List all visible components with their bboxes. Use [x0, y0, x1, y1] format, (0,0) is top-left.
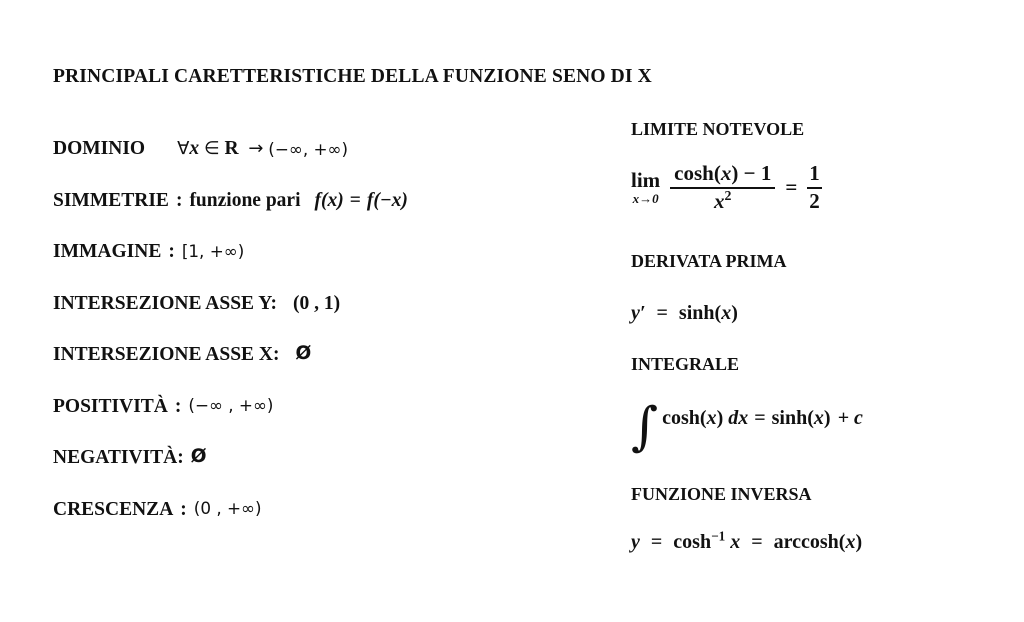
derivative-equals: = — [656, 302, 668, 324]
row-intersezione-asse-y — [53, 293, 613, 345]
inverse-rhs-fn: arccosh — [773, 531, 839, 553]
label-dominio: DOMINIO — [53, 138, 146, 159]
element-of-icon: ∈ — [204, 138, 220, 159]
positivita-interval: (−∞ , +∞) — [188, 395, 274, 415]
integral-integrand-arg: x — [706, 407, 717, 430]
arrow-right-icon: → — [248, 138, 264, 159]
integral-plus-const: + c — [837, 407, 863, 430]
simmetrie-lhs: f(x) — [314, 189, 344, 211]
row-negativita — [53, 447, 613, 499]
simmetrie-rhs: f(−x) — [366, 189, 408, 211]
limit-equals: = — [785, 175, 798, 200]
heading-limite-notevole: LIMITE NOTEVOLE — [631, 119, 805, 139]
inverse-mid-arg: x — [730, 531, 741, 553]
heading-derivata-prima: DERIVATA PRIMA — [631, 251, 787, 271]
limit-num-fn: cosh — [674, 161, 714, 185]
simmetrie-equals: = — [349, 189, 361, 211]
integral-differential: dx — [728, 407, 749, 430]
simmetrie-separator: : — [175, 189, 183, 211]
crescenza-separator: : — [180, 498, 187, 520]
integral-sign-icon: ∫ — [631, 397, 659, 457]
row-positivita — [53, 396, 613, 448]
integral-equals: = — [754, 407, 766, 430]
inverse-mid-exp: −1 — [711, 528, 726, 544]
limit-denominator — [710, 190, 735, 214]
inverse-lhs: y — [631, 531, 640, 553]
limit-approach: x→0 — [632, 191, 659, 207]
label-simmetrie: SIMMETRIE — [53, 189, 169, 211]
row-crescenza — [53, 499, 613, 551]
dominio-set: R — [224, 138, 239, 159]
limit-result-fraction — [807, 162, 822, 214]
inverse-mid-fn: cosh — [673, 531, 712, 553]
label-intersezione-asse-y: INTERSEZIONE ASSE Y: — [53, 292, 277, 314]
value-dominio — [177, 138, 348, 159]
row-dominio — [53, 138, 613, 190]
integral-integrand-fn: cosh — [662, 407, 700, 430]
label-immagine: IMMAGINE — [53, 241, 162, 262]
row-simmetrie — [53, 190, 613, 242]
formula-limite-notevole — [631, 162, 826, 214]
limit-result-den: 2 — [809, 189, 820, 214]
label-crescenza: CRESCENZA — [53, 498, 174, 520]
limit-num-arg: x — [720, 161, 732, 185]
dominio-variable: x — [189, 138, 200, 159]
limit-den-base: x — [714, 189, 725, 214]
label-intersezione-asse-x: INTERSEZIONE ASSE X: — [53, 344, 280, 365]
immagine-separator: : — [168, 241, 175, 262]
limit-den-exp: 2 — [724, 188, 732, 204]
forall-icon: ∀ — [177, 138, 190, 159]
label-negativita: NEGATIVITÀ: — [53, 447, 184, 468]
inverse-rhs-arg: x — [845, 531, 856, 553]
formula-funzione-inversa: $y = \cosh^{-1} x = \arccos h(x)$ — [631, 528, 863, 553]
formula-derivata-prima: y′ = sinh(x) — [631, 302, 738, 324]
derivative-rhs-fn: sinh — [678, 302, 715, 324]
crescenza-interval: (0 , +∞) — [193, 498, 262, 518]
inverse-equals-1: = — [650, 531, 663, 553]
empty-set-icon: Ø — [190, 446, 207, 467]
left-column — [53, 138, 613, 550]
derivative-lhs: y′ — [631, 302, 646, 324]
row-intersezione-asse-x — [53, 344, 613, 396]
row-immagine — [53, 241, 613, 293]
heading-funzione-inversa: FUNZIONE INVERSA — [631, 484, 812, 504]
limit-numerator: cosh(x) − 1 — [674, 161, 772, 185]
limit-num-minus: − 1 — [743, 161, 772, 185]
label-positivita: POSITIVITÀ — [53, 395, 168, 417]
limit-fraction — [670, 162, 775, 214]
inverse-equals-2: = — [751, 531, 763, 553]
integral-result-arg: x — [813, 407, 824, 430]
empty-set-icon: Ø — [295, 343, 312, 364]
integral-result-fn: sinh — [771, 407, 808, 430]
dominio-interval: (−∞, +∞) — [268, 138, 349, 159]
simmetrie-descriptor: funzione pari — [189, 189, 301, 211]
formula-integrale: ∫ cosh ( x ) dx = sinh ( x ) + c — [631, 397, 863, 457]
limit-result-num: 1 — [809, 161, 820, 185]
limit-op-label: lim — [631, 168, 661, 193]
heading-integrale: INTEGRALE — [631, 354, 740, 374]
derivative-rhs-arg: x — [721, 302, 732, 324]
immagine-interval: [1, +∞) — [181, 240, 245, 261]
page-title: PRINCIPALI CARETTERISTICHE DELLA FUNZIONE SENO DI X — [53, 66, 652, 87]
positivita-separator: : — [174, 395, 182, 417]
limit-operator — [631, 170, 660, 205]
intersezione-asse-y-point: (0 , 1) — [292, 292, 341, 314]
